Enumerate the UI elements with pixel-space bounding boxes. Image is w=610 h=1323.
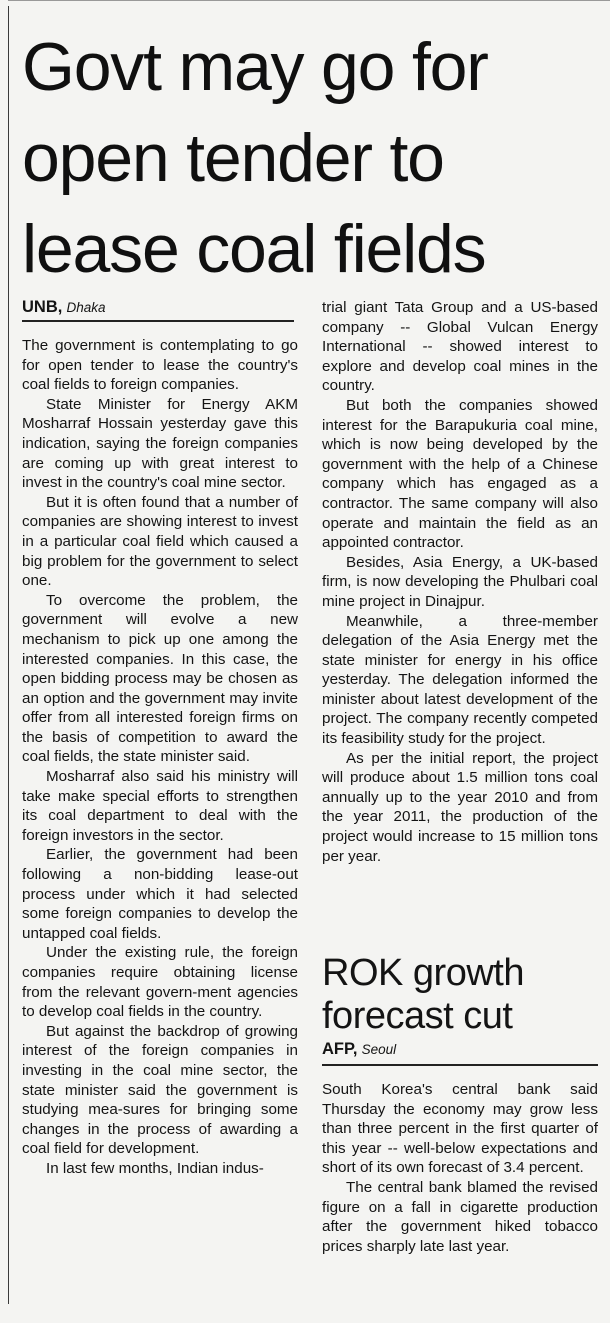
article-paragraph: Mosharraf also said his ministry will take make special efforts to strengthen its coal department to deal with the foreign investors in the sector. [22,768,298,844]
article-paragraph: To overcome the problem, the government will evolve a new mechanism to pick up one among the interested companies. In this case, the open bidding process may be chosen as an option and the government may invite offer from all interested foreign firms on the basis of competition to award the coal fields, the state minister said. [22,591,298,766]
main-byline-rule [22,320,294,322]
article-paragraph: trial giant Tata Group and a US-based company -- Global Vulcan Energy International -- showed interest to explore and develop coal mines in the country. [322,299,598,395]
second-dateline: Seoul [361,1042,397,1057]
article-paragraph: But it is often found that a number of companies are showing interest to invest in a particular coal field which caused a big problem for the government to select one. [22,493,298,590]
second-source: AFP, [322,1040,358,1058]
top-border [8,0,610,1]
article-paragraph: But against the backdrop of growing interest of the foreign companies in investing in the coal mine sector, the state minister said the government is studying mea-sures for bringing some changes in the process of awarding a coal field for development. [22,1022,298,1158]
main-article-right-column [322,298,598,866]
second-headline: ROK growth forecast cut [322,952,524,1037]
main-dateline: Dhaka [66,300,106,315]
article-paragraph: In last few months, Indian indus- [46,1159,264,1177]
main-headline: Govt may go for open tender to lease coal fields [22,29,488,287]
article-paragraph: Under the existing rule, the foreign companies require obtaining license from the relevant govern-ment agencies to develop coal fields in the country. [22,944,298,1021]
article-paragraph: The central bank blamed the revised figure on a fall in cigarette production after the government hiked tobacco prices sharply late last year. [322,1178,598,1255]
second-byline-rule [322,1064,598,1066]
article-paragraph: South Korea's central bank said Thursday the economy may grow less than three percent in the first quarter of this year -- well-below expectations and short of its own forecast of 3.4 percent. [322,1081,598,1177]
second-article-column [322,1080,598,1256]
main-article-left-column [22,336,298,1179]
article-paragraph: But both the companies showed interest for the Barapukuria coal mine, which is now being developed by the government with the help of a Chinese company which has engaged as a contractor. The same company will also operate and maintain the field as an appointed contractor. [322,396,598,552]
article-paragraph: State Minister for Energy AKM Mosharraf Hossain yesterday gave this indication, saying the foreign companies are coming up with great interest to invest in the country's coal mine sector. [22,395,298,492]
main-byline [22,298,106,317]
article-paragraph: Besides, Asia Energy, a UK-based firm, is now developing the Phulbari coal mine project in Dinajpur. [322,553,598,610]
left-border [8,6,9,1304]
second-byline [322,1040,396,1059]
article-paragraph: As per the initial report, the project will produce about 1.5 million tons coal annually up to the year 2010 and from the year 2011, the production of the project would increase to 15 million tons per year. [322,749,598,865]
article-paragraph: Earlier, the government had been following a non-bidding lease-out process under which it had selected some foreign companies to develop the untapped coal fields. [22,846,298,942]
main-source: UNB, [22,298,63,316]
article-paragraph: The government is contemplating to go for open tender to lease the country's coal fields to foreign companies. [22,337,298,394]
article-paragraph: Meanwhile, a three-member delegation of the Asia Energy met the state minister for energy in his office yesterday. The delegation informed the minister about latest development of the project. The company recently competed its feasibility study for the project. [322,612,598,748]
